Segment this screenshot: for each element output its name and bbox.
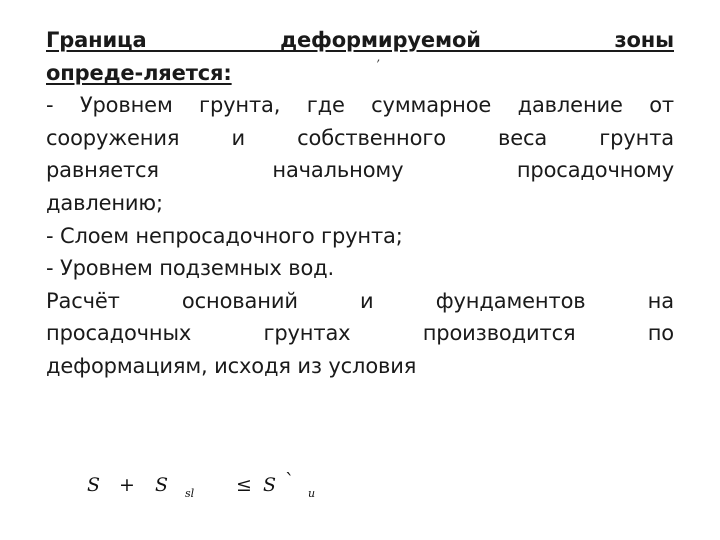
formula-sub-sl: sl	[185, 487, 195, 500]
paragraph-4-line-1: Расчёт оснований и фундаментов на	[46, 288, 674, 313]
paragraph-1-line-3: равняется начальному просадочному	[46, 158, 674, 183]
heading-line-2: опреде-ляется:	[46, 60, 232, 85]
formula-prime: `	[285, 470, 295, 492]
formula-sub-u: u	[308, 487, 316, 500]
formula-leq: ≤	[236, 474, 252, 496]
paragraph-1-line-4: давлению;	[46, 190, 163, 215]
paragraph-4-line-2: просадочных грунтах производится по	[46, 321, 674, 346]
formula-s-u: S	[263, 474, 277, 496]
paragraph-4-line-3: деформациям, исходя из условия	[46, 353, 417, 378]
formula-s-sl: S	[155, 474, 169, 496]
stray-mark: ,	[377, 50, 381, 64]
paragraph-1-line-2: сооружения и собственного веса грунта	[46, 125, 674, 150]
paragraph-1-line-1: - Уровнем грунта, где суммарное давление от	[46, 93, 674, 118]
list-item-non-subsiding-soil: - Слоем непросадочного грунта;	[46, 223, 403, 248]
formula-plus: +	[119, 474, 135, 496]
slide-body	[46, 24, 674, 383]
list-item-groundwater: - Уровнем подземных вод.	[46, 256, 335, 281]
formula-s: S	[87, 474, 101, 496]
heading-line-1: Граница деформируемой зоны	[46, 28, 674, 52]
